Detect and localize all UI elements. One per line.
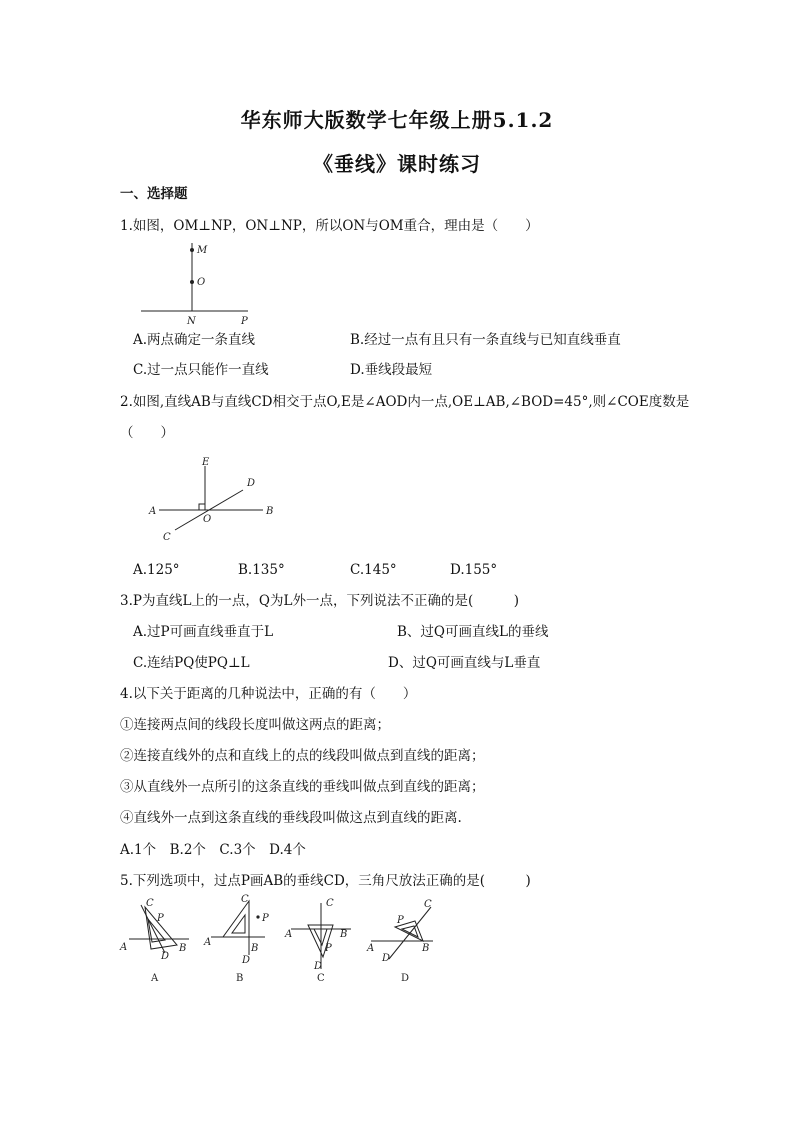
question-3-stem: 3.P为直线L上的一点，Q为L外一点，下列说法不正确的是( ) — [120, 593, 519, 609]
fig-a-label-c: C — [146, 898, 154, 909]
fig-d-label-p: P — [397, 915, 404, 926]
figure-option-c — [284, 898, 351, 984]
question-4-stem: 4.以下关于距离的几种说法中，正确的有（ ） — [120, 686, 417, 702]
label-e: E — [202, 457, 210, 468]
fig-b-label-c: C — [241, 894, 249, 905]
fig-a-label-a: A — [120, 942, 128, 953]
question-4-item-4: ④直线外一点到这条直线的垂线段叫做这点到直线的距离. — [120, 810, 462, 826]
fig-c-label-b: B — [340, 929, 348, 940]
label-m: M — [197, 245, 208, 256]
label-p: P — [241, 316, 248, 327]
label-b: B — [266, 506, 274, 517]
label-o: O — [203, 514, 212, 525]
page-title: 华东师大版数学七年级上册5.1.2 — [240, 108, 554, 132]
question-1-figure — [135, 238, 255, 328]
point-o — [190, 280, 194, 284]
fig-a-caption: A — [151, 973, 159, 984]
fig-b-point-p — [256, 915, 259, 918]
figure-option-a — [119, 898, 189, 984]
figure-option-d — [366, 899, 433, 984]
question-1-option-d: D.垂线段最短 — [350, 362, 433, 378]
fig-b-caption: B — [236, 973, 244, 984]
question-1-option-a: A.两点确定一条直线 — [133, 332, 256, 348]
question-5-figures — [115, 893, 445, 985]
question-3-option-c: C.连结PQ使PQ⊥L — [133, 655, 250, 671]
fig-d-caption: D — [401, 973, 410, 984]
question-4-options: A.1个 B.2个 C.3个 D.4个 — [120, 842, 306, 858]
question-1-option-b: B.经过一点有且只有一条直线与已知直线垂直 — [350, 332, 621, 348]
question-2-option-b: B.135° — [238, 562, 285, 578]
question-4-item-3: ③从直线外一点所引的这条直线的垂线叫做点到直线的距离； — [120, 779, 485, 795]
fig-c-label-d: D — [314, 961, 323, 972]
section-heading: 一、选择题 — [120, 186, 188, 202]
question-1-option-c: C.过一点只能作一直线 — [133, 362, 269, 378]
fig-a-label-b: B — [179, 943, 187, 954]
question-4-item-2: ②连接直线外的点和直线上的点的线段叫做点到直线的距离； — [120, 748, 485, 764]
question-2-option-a: A.125° — [133, 562, 180, 578]
fig-b-label-b: B — [251, 943, 259, 954]
label-n: N — [187, 316, 196, 327]
fig-b-label-d: D — [242, 955, 251, 966]
label-c: C — [163, 532, 171, 543]
question-4-item-1: ①连接两点间的线段长度叫做这两点的距离； — [120, 717, 390, 733]
question-2-figure — [145, 452, 280, 544]
fig-b-label-a: A — [204, 937, 212, 948]
label-a: A — [149, 506, 157, 517]
fig-d-label-a: A — [367, 943, 375, 954]
fig-d-label-c: C — [424, 899, 432, 910]
label-d: D — [247, 478, 256, 489]
fig-a-label-d: D — [161, 951, 170, 962]
right-angle-mark — [199, 504, 205, 510]
fig-c-label-c: C — [326, 898, 334, 909]
question-2-paren: （ ） — [120, 425, 174, 441]
question-2-stem: 2.如图,直线AB与直线CD相交于点O,E是∠AOD内一点,OE⊥AB,∠BOD=45°,则∠COE度数是 — [120, 394, 690, 410]
fig-b-label-p: P — [262, 913, 269, 924]
question-5-stem: 5.下列选项中，过点P画AB的垂线CD，三角尺放法正确的是( ) — [120, 873, 531, 889]
fig-c-label-a: A — [285, 929, 293, 940]
fig-d-label-b: B — [422, 943, 430, 954]
question-3-option-a: A.过P可画直线垂直于L — [133, 624, 274, 640]
question-3-option-b: B、过Q可画直线L的垂线 — [397, 624, 549, 640]
label-o: O — [197, 277, 206, 288]
fig-b-triangle-inner — [232, 915, 245, 933]
question-3-option-d: D、过Q可画直线与L垂直 — [388, 655, 541, 671]
question-2-option-d: D.155° — [450, 562, 498, 578]
page-subtitle: 《垂线》课时练习 — [313, 152, 481, 176]
fig-a-label-p: P — [157, 913, 164, 924]
figure-option-b — [203, 894, 269, 984]
point-m — [190, 248, 194, 252]
fig-d-label-d: D — [382, 953, 391, 964]
fig-c-caption: C — [317, 973, 325, 984]
fig-c-label-p: P — [325, 943, 332, 954]
question-2-option-c: C.145° — [350, 562, 397, 578]
question-1-stem: 1.如图，OM⊥NP，ON⊥NP，所以ON与OM重合，理由是（ ） — [120, 218, 539, 234]
